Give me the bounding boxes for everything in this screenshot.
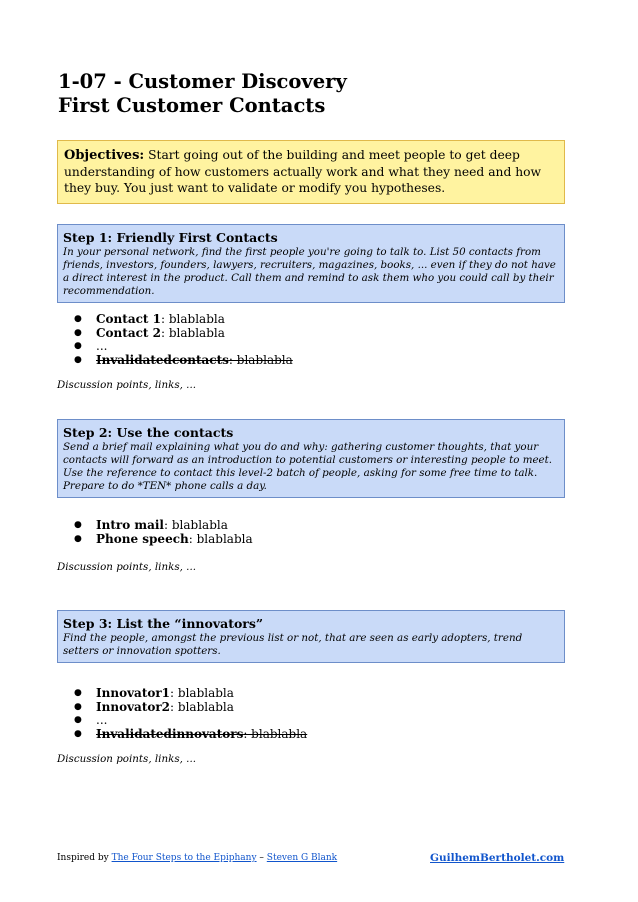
objectives-text: Start going out of the building and meet people to get deep understanding of how customers actually work and what they need and how they buy. You just want to validate or modify you hypotheses. bbox=[64, 148, 542, 195]
item-bold: Innovator1 bbox=[96, 686, 171, 700]
list-item bbox=[74, 701, 307, 715]
item-bold: Contact 2 bbox=[96, 325, 161, 340]
item-text: : blablabla bbox=[170, 686, 234, 700]
list-item bbox=[74, 533, 253, 547]
item-bold: Invalidatedcontacts bbox=[96, 353, 229, 368]
step-3-heading: Step 3: List the “innovators” bbox=[63, 616, 264, 631]
list-item bbox=[74, 327, 293, 341]
item-text: : blablabla bbox=[160, 325, 225, 340]
author-link[interactable]: Steven G Blank bbox=[266, 853, 338, 863]
step-1-discussion: Discussion points, links, ... bbox=[57, 379, 196, 391]
step-3-discussion: Discussion points, links, ... bbox=[57, 753, 196, 765]
step-3-box bbox=[57, 610, 565, 663]
item-bold: Intro mail bbox=[96, 518, 164, 532]
list-item bbox=[74, 714, 307, 728]
objectives-label: Objectives: bbox=[64, 148, 145, 163]
item-bold: Phone speech bbox=[96, 531, 189, 546]
list-item bbox=[74, 313, 293, 327]
step-1-description: In your personal network, find the first people you're going to talk to. List 50 contacts from friends, investors, founders, lawyers, recruiters, magazines, books, ... even if they do not have a direct interest in the product. Call them and remind to ask them who you could call by their recommendation. bbox=[63, 246, 556, 297]
item-text: : blablabla bbox=[170, 699, 234, 714]
item-text: : blablabla bbox=[160, 312, 225, 326]
step-1-list bbox=[74, 313, 293, 368]
step-2-heading: Step 2: Use the contacts bbox=[63, 425, 234, 440]
step-2-list bbox=[74, 519, 253, 546]
step-2-box bbox=[57, 419, 565, 498]
step-2-description: Send a brief mail explaining what you do and why: gathering customer thoughts, that your contacts will forward as an introduction to potential customers or interesting people to meet. Use the reference to contact this level-2 batch of people, asking for some free time to talk. Prepare to do *TEN* phone calls a day. bbox=[63, 441, 553, 492]
footer-separator: – bbox=[256, 853, 267, 863]
item-bold: Contact 1 bbox=[96, 312, 161, 326]
footer-credit bbox=[57, 853, 337, 863]
list-item bbox=[74, 519, 253, 533]
title-line-1: 1-07 - Customer Discovery bbox=[58, 70, 347, 93]
step-3-list bbox=[74, 687, 307, 742]
step-1-box bbox=[57, 224, 565, 303]
step-3-description: Find the people, amongst the previous list or not, that are seen as early adopters, trend setters or innovation spotters. bbox=[63, 632, 523, 657]
item-bold: Innovator2 bbox=[96, 699, 171, 714]
item-text: ... bbox=[96, 339, 108, 354]
list-item bbox=[74, 340, 293, 354]
footer-prefix: Inspired by bbox=[57, 853, 112, 863]
objectives-box bbox=[57, 140, 565, 204]
step-1-heading: Step 1: Friendly First Contacts bbox=[63, 230, 278, 245]
page-title bbox=[58, 70, 347, 118]
list-item-struck bbox=[74, 728, 307, 742]
list-item-struck bbox=[74, 354, 293, 368]
item-text: : blablabla bbox=[163, 518, 228, 532]
list-item bbox=[74, 687, 307, 701]
title-line-2: First Customer Contacts bbox=[58, 94, 326, 117]
step-2-discussion: Discussion points, links, ... bbox=[57, 561, 196, 573]
item-text: : blablabla bbox=[243, 727, 308, 742]
item-bold: Invalidatedinnovators bbox=[96, 727, 244, 742]
item-text: : blablabla bbox=[228, 353, 293, 368]
book-link[interactable]: The Four Steps to the Epiphany bbox=[111, 853, 257, 863]
site-link[interactable]: GuilhemBertholet.com bbox=[430, 852, 565, 864]
item-text: ... bbox=[96, 713, 108, 728]
item-text: : blablabla bbox=[188, 531, 253, 546]
